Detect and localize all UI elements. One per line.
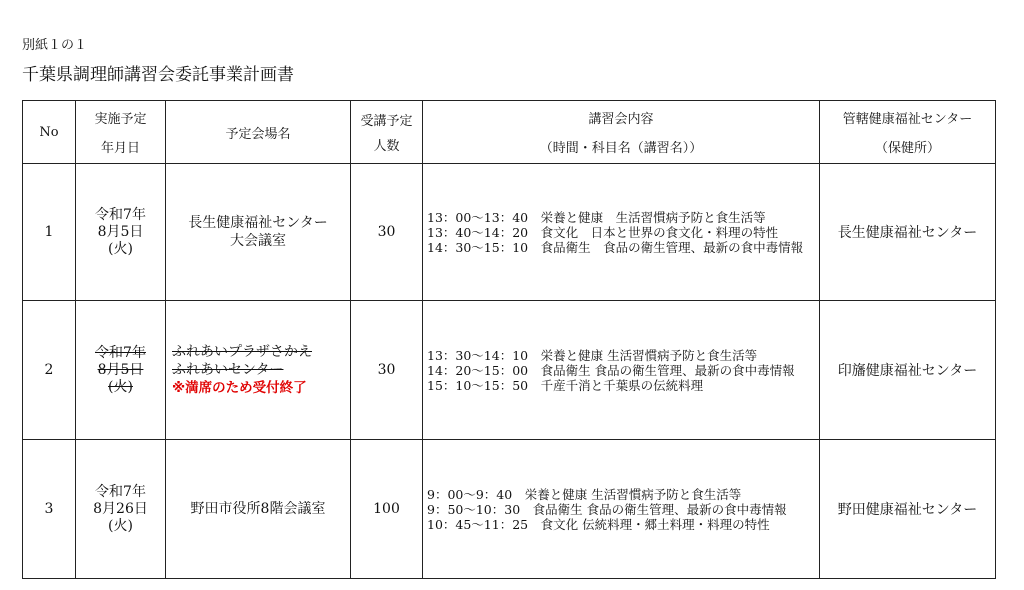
col-header-capacity-line1: 受講予定 (360, 114, 413, 129)
attachment-label: 別紙１の１ (22, 38, 88, 53)
content-line: 13：30～14：10 栄養と健康 生活習慣病予防と食生活等 (427, 347, 758, 363)
content-line: 9：00～9：40 栄養と健康 生活習慣病予防と食生活等 (427, 486, 742, 502)
content-line: 15：10～15：50 千産千消と千葉県の伝統料理 (427, 377, 704, 393)
col-header-date-line1: 実施予定 (94, 112, 147, 127)
col-header-date (76, 101, 166, 164)
date-year: 令和7年 (95, 483, 146, 500)
venue-line2: ふれあいセンター (172, 362, 284, 378)
row-center: 長生健康福祉センター (820, 164, 996, 301)
date-weekday: (火) (108, 517, 133, 534)
date-day: 8月5日 (97, 361, 144, 378)
table-row (23, 164, 996, 301)
col-header-capacity (351, 101, 423, 164)
sold-out-notice: ※満席のため受付終了 (172, 380, 307, 396)
col-header-capacity-line2: 人数 (373, 139, 400, 154)
row-date (76, 301, 166, 440)
date-weekday: (火) (108, 378, 133, 395)
col-header-center (820, 101, 996, 164)
plan-table (22, 100, 996, 579)
date-weekday: (火) (108, 240, 133, 257)
col-header-no-text: No (39, 124, 59, 140)
row-venue (166, 440, 351, 579)
content-line: 10：45～11：25 食文化 伝統料理・郷土料理・料理の特性 (427, 516, 770, 532)
venue-line1: ふれあいプラザさかえ (172, 344, 312, 360)
row-no: 3 (23, 440, 76, 579)
venue-line1: 長生健康福祉センター (188, 215, 328, 231)
col-header-venue (166, 101, 351, 164)
row-center: 野田健康福祉センター (820, 440, 996, 579)
row-capacity: 30 (351, 301, 423, 440)
row-center: 印旛健康福祉センター (820, 301, 996, 440)
row-content (423, 301, 820, 440)
content-line: 13：40～14：20 食文化 日本と世界の食文化・料理の特性 (427, 224, 779, 240)
row-date (76, 164, 166, 301)
row-capacity: 30 (351, 164, 423, 301)
row-content (423, 440, 820, 579)
col-header-no (23, 101, 76, 164)
col-header-content (423, 101, 820, 164)
col-header-content-line1: 講習会内容 (588, 112, 654, 127)
col-header-center-line2: （保健所） (874, 141, 940, 156)
content-line: 9：50～10：30 食品衛生 食品の衛生管理、最新の食中毒情報 (427, 501, 787, 517)
venue-line2: 大会議室 (230, 233, 286, 249)
col-header-center-line1: 管轄健康福祉センター (842, 112, 973, 127)
date-day: 8月26日 (93, 500, 148, 517)
row-venue (166, 301, 351, 440)
content-line: 13：00～13：40 栄養と健康 生活習慣病予防と食生活等 (427, 209, 766, 225)
table-header-row (23, 101, 996, 164)
table-row (23, 440, 996, 579)
table-row (23, 301, 996, 440)
date-day: 8月5日 (97, 223, 144, 240)
date-year: 令和7年 (95, 344, 146, 361)
content-line: 14：30～15：10 食品衛生 食品の衛生管理、最新の食中毒情報 (427, 239, 804, 255)
col-header-content-line2: （時間・科目名（講習名）） (539, 141, 703, 156)
col-header-venue-text: 予定会場名 (225, 126, 291, 142)
col-header-date-line2: 年月日 (100, 141, 140, 156)
row-no: 1 (23, 164, 76, 301)
document-title: 千葉県調理師講習会委託事業計画書 (22, 65, 294, 85)
date-year: 令和7年 (95, 206, 146, 223)
content-line: 14：20～15：00 食品衛生 食品の衛生管理、最新の食中毒情報 (427, 362, 795, 378)
row-capacity: 100 (351, 440, 423, 579)
row-content (423, 164, 820, 301)
venue-line1: 野田市役所8階会議室 (190, 501, 326, 517)
row-date (76, 440, 166, 579)
row-venue (166, 164, 351, 301)
row-no: 2 (23, 301, 76, 440)
